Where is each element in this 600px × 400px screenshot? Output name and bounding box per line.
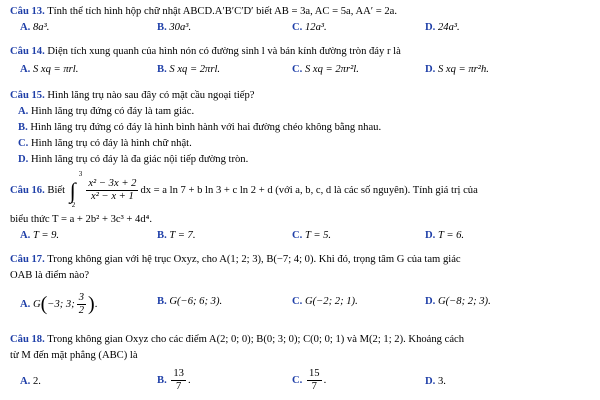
integral-lower-limit: 2 [71,201,76,210]
question-number: Câu 16. [10,185,45,197]
question-14-options [10,64,595,80]
option-c: C. Hình lăng trụ có đáy là hình chữ nhật. [18,138,192,149]
question-17 [10,254,595,266]
option-b: B. G(−6; 6; 3). [157,296,223,307]
option-d: D. 24a³. [425,22,460,33]
integral-sign: ∫ 3 2 [69,170,83,210]
question-text-before: Biết [47,185,66,197]
option-b-fraction: $\frac{13}{7}$ [173,368,184,393]
question-16 [10,170,595,210]
question-number: Câu 18. [10,334,45,345]
question-number: Câu 15. [10,90,45,101]
option-a-fraction: $\frac{3}{2}$ [78,292,85,317]
option-c: C. $\frac{15}{7}$ . [292,368,327,393]
fraction-numerator: x² − 3x + 2 [86,178,138,191]
option-a: A. G(−3; 3; $\frac{3}{2}$ ). [20,292,98,317]
option-b: B. T = 7. [157,230,196,241]
question-text: Hình lăng trụ nào sau đây có mặt cầu ngoại tiếp? [47,90,255,101]
question-text: Diện tích xung quanh của hình nón có đường sinh l và bán kính đường tròn đáy r là [47,46,401,57]
question-text-after: dx = a ln 7 + b ln 3 + c ln 2 + d (với a, b, c, d là các số nguyên). Tính giá trị của [140,185,478,197]
question-number: Câu 13. [10,6,45,17]
option-a: A. T = 9. [20,230,60,241]
option-c: C. G(−2; 2; 1). [292,296,358,307]
option-a: A. S xq = πrl. [20,64,79,75]
option-b: B. S xq = 2πrl. [157,64,221,75]
option-c: C. T = 5. [292,230,332,241]
question-13-options [10,22,595,38]
integrand-fraction [86,178,138,203]
question-text: Trong không gian Oxyz cho các điểm A(2; 0; 0); B(0; 3; 0); C(0; 0; 1) và M(2; 1; 2). Khoảng cách [47,334,465,345]
option-d: D. 3. [425,376,446,387]
question-number: Câu 14. [10,46,45,57]
option-d: D. T = 6. [425,230,465,241]
integral-upper-limit: 3 [78,170,83,179]
question-text: Tính thể tích hình hộp chữ nhật ABCD.A′B′C′D′ biết AB = 3a, AC = 5a, AA′ = 2a. [47,6,398,17]
option-b: B. $\frac{13}{7}$ . [157,368,191,393]
option-a: A. 2. [20,376,41,387]
question-17-options [10,290,595,317]
question-17-line2: OAB là điểm nào? [10,270,90,281]
option-c: C. S xq = 2πr²l. [292,64,359,75]
question-number: Câu 17. [10,254,45,265]
option-c-fraction: $\frac{15}{7}$ [308,368,320,393]
option-b: B. Hình lăng trụ đứng có đáy là hình bình hành với hai đường chéo không bằng nhau. [18,122,382,133]
option-a: A. 8a³. [20,22,50,33]
question-18 [10,334,595,346]
option-d: D. G(−8; 2; 3). [425,296,491,307]
option-b: B. 30a³. [157,22,192,33]
question-text: Trong không gian với hệ trục Oxyz, cho A(1; 2; 3), B(−7; 4; 0). Khi đó, trọng tâm G của tam giác [47,254,461,265]
option-a: A. Hình lăng trụ đứng có đáy là tam giác. [18,106,195,117]
option-d: D. S xq = πr²h. [425,64,489,75]
question-16-options [10,230,595,246]
question-18-options [10,368,595,396]
fraction-denominator: x² − x + 1 [91,191,134,203]
option-d: D. Hình lăng trụ có đáy là đa giác nội tiếp đường tròn. [18,154,249,165]
question-18-line2: từ M đến mặt phẳng (ABC) là [10,350,138,361]
question-13 [10,6,595,18]
question-16-line2: biểu thức T = a + 2b² + 3c³ + 4d⁴. [10,214,152,225]
question-14 [10,46,595,58]
question-15 [10,90,595,102]
option-c: C. 12a³. [292,22,327,33]
